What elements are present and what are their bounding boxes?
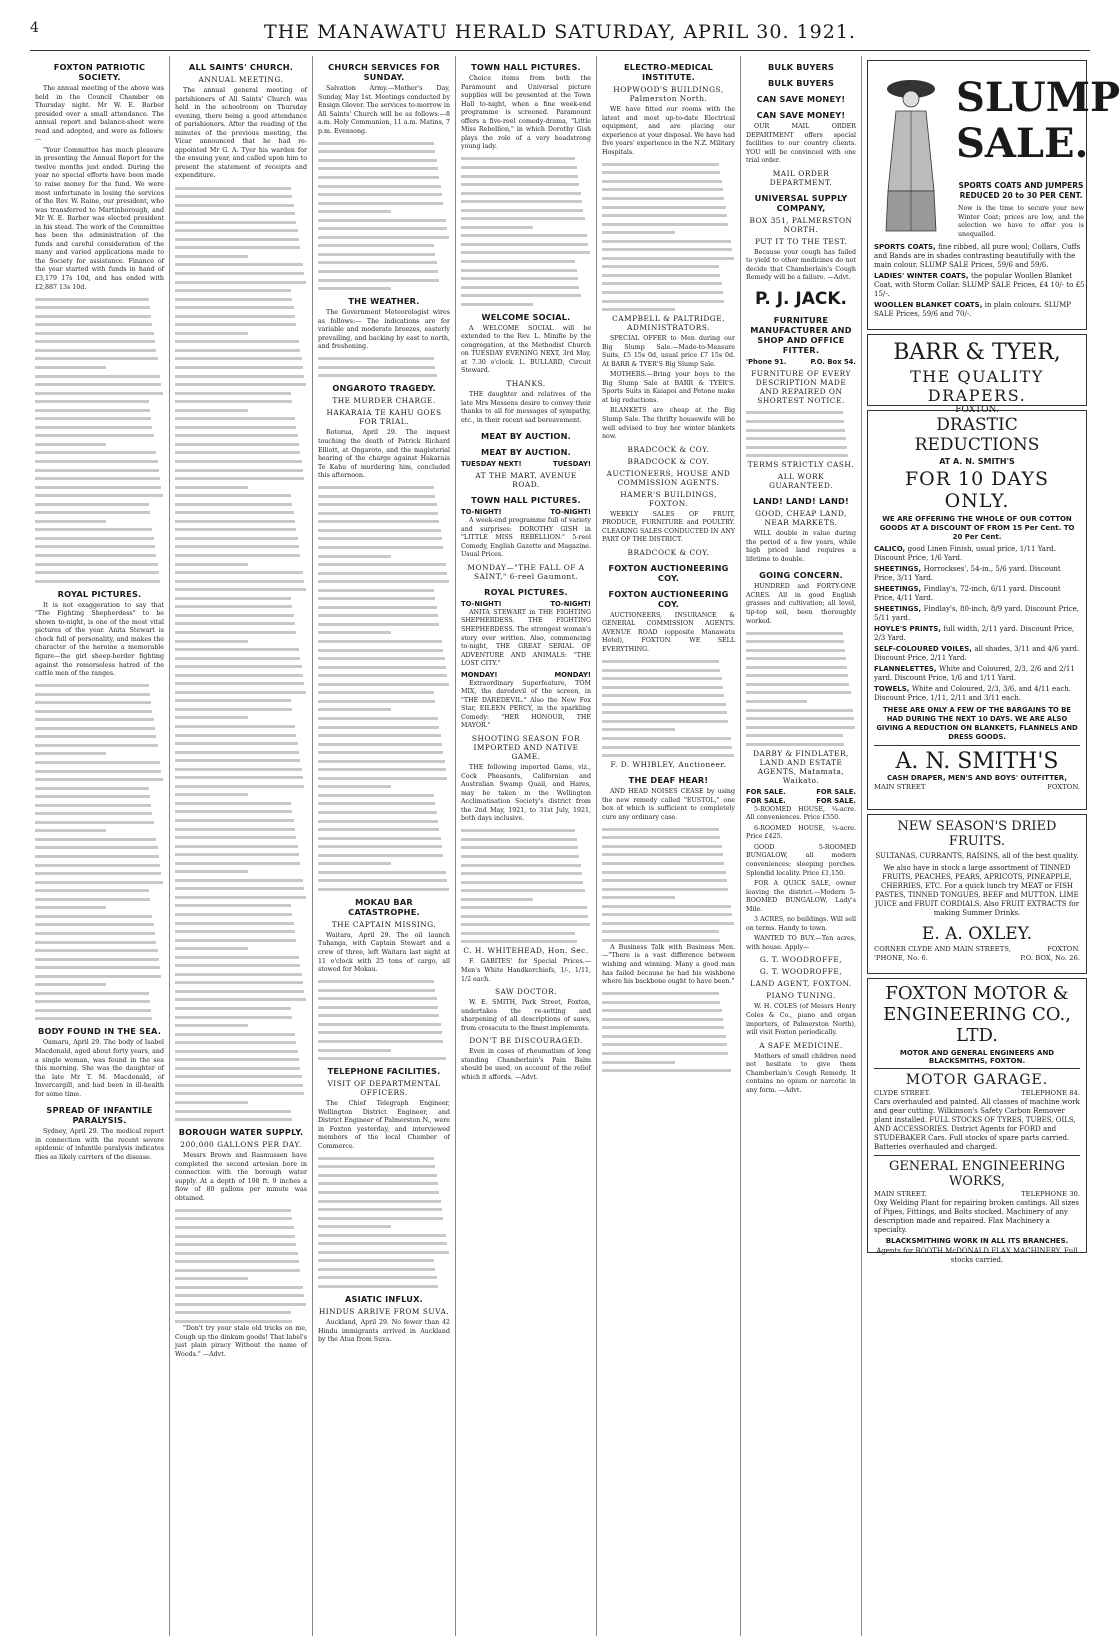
body-text-lines [602,824,735,942]
body-text-lines [602,657,735,758]
article-paragraph: Waitara, April 29. The oil launch Tuhanga, with Captain Stewart and a crew of three, left Waitara last night at 11 o'clock with 25 tons of cargo, all stowed for Mokau. [318,931,450,974]
newspaper-title: THE MANAWATU HERALD SATURDAY, APRIL 30. 1921. [264,21,856,43]
article-paragraph: "Your Committee has much pleasure in presenting the Annual Report for the twelve months just ended. During the year no special efforts have been made to raise money for the fund. We were most unfortunate in losing the services of the Rev. W. Raine, our president, who was transferred to Martinborough, and Mr W. E. Barber was elected president in his stead. The work of the Committee has been the administration of the funds and careful consideration of the many and varied applications made to the Society for assistance. Finance of the year started with funds in hand of £3,179 17s 10d, and has ended with £2,887 13s 10d. [35,146,164,291]
subheading: HAKARAIA TE KAHU GOES FOR TRIAL. [326,408,442,427]
oxley-address: CORNER CLYDE AND MAIN STREETS, [874,945,1011,953]
subheading: SAW DOCTOR. [494,987,558,997]
subheading: AUCTIONEERS, HOUSE AND COMMISSION AGENTS. [606,468,731,487]
smith-intro: WE ARE OFFERING THE WHOLE OF OUR COTTON GOODS AT A DISCOUNT OF FROM 15 Per Cent. TO 20 Per Cent. [879,515,1075,541]
subheading: G. T. WOODROFFE, [759,955,843,965]
body-text-lines [602,989,735,1072]
article-heading: TOWN HALL PICTURES. [471,62,581,72]
works-phone: TELEPHONE 30. [1021,1190,1080,1198]
oxley-town: FOXTON. [1047,945,1080,953]
subheading: C. H. WHITEHEAD, Hon. Sec. [463,946,589,956]
smith-item-list [874,545,1080,703]
garage-address: CLYDE STREET. [874,1089,931,1097]
body-text-lines [175,183,307,1121]
article-heading: CAN SAVE MONEY! [756,110,846,120]
body-text-lines [746,408,856,457]
body-text-lines [461,826,591,944]
article-heading: MEAT BY AUCTION. [481,431,571,442]
oxley-po-box: P.O. BOX, No. 26. [1020,954,1080,962]
article-heading: FOXTON AUCTIONEERING COY. [608,562,729,583]
subheading: SHOOTING SEASON FOR IMPORTED AND NATIVE GAME. [471,734,581,762]
body-text-lines [746,628,856,746]
article-paragraph: The annual meeting of the above was held in the Council Chamber on Thursday night. Mr W. E. Barber presided over a small attendance. The annual report and balance-sheet were read and adopted, and were as follows:— [35,85,164,144]
article-paragraph: Even in cases of rheumatism of long standing Chamberlain's Pain Balm should be used, on account of the relief which it affords. —Advt. [461,1048,591,1081]
blacksmith-note: BLACKSMITHING WORK IN ALL ITS BRANCHES. [885,1237,1069,1245]
article-heading: FOXTON AUCTIONEERING COY. [608,588,729,609]
article-paragraph: Because your cough has failed to yield to other medicines do not decide that Chamberlain's Cough Remedy will be a failure. —Advt. [746,248,856,282]
fashion-illustration-icon [876,71,946,241]
article-paragraph: Extraordinary Superfeature, TOM MIX, the daredevil of the screen, in "THE DAREDEVIL." Also the New Fox Star, EILEEN PERCY, in the sparkling Comedy: "HER HONOUR, THE MAYOR." [461,679,591,730]
barr-tyer-name: BARR & TYER, [893,340,1061,365]
article-heading: THE DEAF HEAR! [628,775,709,786]
column-6 [741,56,862,1636]
body-text-lines [318,138,450,290]
ad-line-item: FLANNELETTES, White and Coloured, 2/3, 2/6 and 2/11 yard. Discount Price, 1/6 and 1/11 Yard. [874,665,1075,682]
subheading: A SAFE MEDICINE. [759,1040,843,1050]
body-text-lines [461,154,591,306]
two-part-line: TUESDAY NEXT! TUESDAY! [461,460,591,469]
fruits-body: We also have in stock a large assortment of TINNED FRUITS, PEACHES, PEARS, APRICOTS, PINEAPPLE, CHERRIES, ETC. For a quick lunch try MEAT or FISH PASTES, TINNED TONGUES, BEEF and MUTTON. LIME JUICE and FRUIT CORDIALS. Also FRUIT EXTRACTS for making Summer Drinks. [875,864,1079,917]
article-heading: ALL SAINTS' CHURCH. [188,62,294,72]
subheading: THE CAPTAIN MISSING. [331,919,437,929]
ad-line-item: SPORTS COATS, fine ribbed, all pure wool; Collars, Cuffs and Bands are in shades contrasting beautifully with the main colour. SLUMP SALE Prices, 59/6 and 59/6. [874,243,1081,269]
subheading: MAIL ORDER DEPARTMENT. [769,168,833,187]
subheading: F. D. WHIBLEY, Auctioneer. [610,760,727,770]
ad-line-item: SHEETINGS, Findlay's, 80-inch, 8/9 yard. Discount Price, 5/11 yard. [874,605,1080,622]
article-heading: THE WEATHER. [348,296,420,307]
smith-subheadline: AT A. N. SMITH'S [939,457,1015,466]
motor-company-sub: MOTOR AND GENERAL ENGINEERS AND BLACKSMITHS, FOXTON. [899,1049,1055,1065]
article-paragraph: F. GABITES' for Special Prices.—Men's White Handkerchiefs, 1/-, 1/11, 1/2 each. [461,958,591,983]
foxton-motor-ad [867,978,1087,1264]
article-paragraph: HUNDRED and FORTY-ONE ACRES. All in good English grasses and cultivation; all level, tip-top soil, been thoroughly worked. [746,583,856,625]
article-heading: FURNITURE MANUFACTURER AND SHOP AND OFFICE FITTER. [750,314,852,355]
ad-line-item: WOOLLEN BLANKET COATS, in plain colours. SLUMP SALE Prices, 59/6 and 70/-. [874,301,1071,318]
subheading: CAMPBELL & PALTRIDGE, ADMINISTRATORS. [612,314,725,333]
barr-tyer-tagline: THE QUALITY DRAPERS. [910,367,1044,405]
oxley-phone: 'PHONE, No. 6. [874,954,928,962]
article-heading: ELECTRO-MEDICAL INSTITUTE. [624,62,713,82]
smith-reductions-ad [867,410,1087,810]
article-paragraph: 3 ACRES, no buildings. Will sell on terms. Handy to town. [746,916,856,932]
article-paragraph: It is not exaggeration to say that "The Fighting Shepherdess" to be shown to-night, is one of the most vital pictures of the year. Anita Stewart is chock full of personality, and makes the character of the heroine a memorable figure—the girl sheep-herder fighting against the remorseless hatred of the cattle men of the ranges. [35,601,164,678]
slump-sale-intro: Now is the time to secure your new Winter Coat; prices are low, and the selection we have to offer you is unequalled. [958,205,1084,238]
article-paragraph: "Don't try your stale old tricks on me, Cough up the dinkum goods! That label's just plain piracy Without the name of Woods." —Advt. [175,1325,307,1358]
subheading: HOPWOOD'S BUILDINGS, Palmerston North. [613,85,724,103]
page-marker: 4 [30,20,39,36]
masthead [30,14,1090,51]
ad-line-item: TOWELS, White and Coloured, 2/3, 3/6, and 4/11 each. Discount Price, 1/11, 2/11 and 3/11 each. [874,685,1072,702]
article-paragraph: A Business Talk with Business Men.—"There is a vast difference between wishing and winning. Many a good man has failed because he had his wishbone where his backbone ought to have been." [602,943,735,986]
subheading: PIANO TUNING. [766,991,836,1001]
subheading: THANKS. [506,379,546,388]
garage-body: Cars overhauled and painted. All classes of machine work and gear cutting. Wilkinson's Safety Carbon Remover plant installed. FULL STOCKS OF TYRES, TUBES, OILS, AND ACCESSORIES. District Agents for FORD and STUDEBAKER Cars. Full stocks of spare parts carried. Batteries overhauled and charged. [874,1098,1080,1151]
smith-address-town: FOXTON. [1047,783,1080,791]
works-address: MAIN STREET. [874,1190,927,1198]
body-text-lines [318,1153,450,1288]
article-heading: CAN SAVE MONEY! [756,94,846,104]
subheading: LAND AGENT, FOXTON. [750,979,852,989]
article-paragraph: W. E. SMITH, Park Street, Foxton, undertakes the re-setting and sharpening of all descriptions of saws, from crosscuts to the finest implements. [461,999,591,1032]
article-paragraph: THE following imported Game, viz., Cock Pheasants, Californian and Australian Swamp Quail, and Hares, may be taken in the Wellington Acclimatisation Society's district from the 2nd May, 1921, to 31st July, 1921, both days inclusive. [461,764,591,823]
body-text-lines [318,977,450,1060]
article-paragraph: W. H. COLES (of Messrs Henry Coles & Co., piano and organ importers, of Palmerston North), will visit Foxton periodically. [746,1003,856,1037]
smith-tagline: CASH DRAPER, MEN'S AND BOYS' OUTFITTER, [887,774,1067,782]
article-paragraph: AND HEAD NOISES CEASE by using the new remedy called "EUSTOL," one box of which is sufficient to completely cure any ordinary case. [602,788,735,821]
motor-footer: Agents for BOOTH McDONALD FLAX MACHINERY. Full stocks carried. [876,1247,1078,1264]
slump-item-list [874,241,1086,321]
article-heading: ASIATIC INFLUX. [345,1294,423,1305]
subheading: TERMS STRICTLY CASH. [747,460,855,470]
body-text-lines [602,159,735,311]
smith-headline: DRASTIC REDUCTIONS [914,415,1040,455]
article-paragraph: The Government Meteorologist wires as follows:— The indications are for variable and moderate breezes, easterly prevailing, and backing by east to north, and freshening. [318,309,450,351]
article-paragraph: A WELCOME SOCIAL will be extended to the Rev. L. Minifie by the congregation, at the Methodist Church on TUESDAY EVENING NEXT, 3rd May, at 7.30 o'clock. L. BULLARD, Circuit Steward. [461,324,591,375]
subheading: THE MURDER CHARGE. [332,396,436,406]
article-heading: GOING CONCERN. [759,570,843,581]
subheading: BRADCOCK & COY. [627,444,710,454]
subheading: HAMER'S BUILDINGS, FOXTON. [620,489,717,508]
column-4 [456,56,597,1636]
article-paragraph: Rotorua, April 29. The inquest touching the death of Patrick Richard Elliott, at Ongaroto, and the magisterial hearing of the charge against Hakaraia Te Kahu of murdering him, concluded this afternoon. [318,429,450,480]
article-paragraph: The annual general meeting of parishioners of All Saints' Church was held in the schoolroom on Thursday evening, there being a good attendance of parishioners. After the reading of the minutes of the previous meeting, the Vicar announced that he had re-appointed Mr G. A. Tyer his warden for the ensuing year, and called upon him to present the statement of receipts and expenditure. [175,87,307,180]
two-part-line: TO-NIGHT! TO-NIGHT! [461,508,591,517]
article-paragraph: ANITA STEWART in THE FIGHTING SHEPHERDESS. THE FIGHTING SHEPHERDESS. The strongest woman's story ever written. Also, commencing to-night, THE GREAT SERIAL OF ADVENTURE AND ANIMALS: "THE LOST CITY." [461,608,591,668]
subheading: VISIT OF DEPARTMENTAL OFFICERS. [327,1079,441,1098]
motor-garage-heading: MOTOR GARAGE. [905,1072,1049,1088]
subheading: DON'T BE DISCOURAGED. [469,1036,583,1046]
engineering-heading: GENERAL ENGINEERING WORKS, [888,1159,1066,1189]
motor-company-name: FOXTON MOTOR & ENGINEERING CO., LTD. [883,983,1071,1046]
advertiser-name: P. J. JACK. [754,288,847,309]
slump-sale-subtitle: SPORTS COATS AND JUMPERS REDUCED 20 to 30 PER CENT. [958,181,1084,200]
news-columns [30,56,1120,1636]
column-3 [313,56,456,1636]
article-paragraph: WE have fitted our rooms with the latest and most up-to-date Electrical equipment, and are placing our experience at your disposal. We have had five years' experience in the N.Z. Military Hospitals. [602,106,735,156]
article-heading: MEAT BY AUCTION. [481,447,571,458]
subheading: 200,000 GALLONS PER DAY. [180,1140,302,1150]
subheading: FURNITURE OF EVERY DESCRIPTION MADE AND REPAIRED ON SHORTEST NOTICE. [751,368,851,405]
article-paragraph: 6-ROOMED HOUSE, ¼-acre. Price £425. [746,824,856,841]
body-text-lines [175,1205,307,1323]
article-paragraph: AUCTIONEERS, INSURANCE & GENERAL COMMISSION AGENTS. AVENUE ROAD (opposite Manawatu Hotel), FOXTON. WE SELL EVERYTHING. [602,611,735,654]
smith-note: THESE ARE ONLY A FEW OF THE BARGAINS TO BE HAD DURING THE NEXT 10 DAYS. WE ARE ALSO GIVING A REDUCTION ON BLANKETS, FLANNELS AND DRESS GOODS. [876,706,1078,741]
fruits-line: SULTANAS, CURRANTS, RAISINS, all of the best quality. [875,852,1079,860]
article-paragraph: Salvation Army.—Mother's Day, Sunday, May 1st. Meetings conducted by Ensign Glover. The services to-morrow in All Saints' Church will be as follows:—8 a.m. Holy Communion, 11 a.m. Matins, 7 p.m. Evensong. [318,85,450,135]
two-part-line: 'Phone 91. P.O. Box 54. [746,357,856,366]
body-text-lines [318,354,450,378]
subheading: PUT IT TO THE TEST. [754,236,848,246]
works-body: Oxy Welding Plant for repairing broken castings. All sizes of Pipes, Fittings, and Bolts stocked. Machinery of any description made and repaired. Flax Machinery a specialty. [874,1199,1079,1234]
article-heading: MOKAU BAR CATASTROPHE. [348,896,420,917]
column-2 [170,56,313,1636]
body-text-lines [318,483,450,891]
ad-line-item: LADIES' WINTER COATS, the popular Woollen Blanket Coat, with Storm Collar. SLUMP SALE Prices, £4 10/- to £5 15/-. [874,272,1085,298]
ad-line-item: CALICO, good Linen Finish, usual price, 1/11 Yard. Discount Price, 1/6 Yard. [874,545,1057,562]
slump-sale-ad [867,60,1120,330]
article-heading: BULK BUYERS [767,62,835,72]
garage-phone: TELEPHONE 84. [1021,1089,1080,1097]
article-paragraph: MOTHERS.—Bring your boys to the Big Slump Sale at BARR & TYER'S. Sports Suits in Kaiapoi and Petone make at big reductions. [602,371,735,404]
subheading: DARBY & FINDLATER, LAND AND ESTATE AGENTS, Matamata, Waikato. [753,748,849,785]
article-heading: ROYAL PICTURES. [57,588,142,599]
article-heading: CHURCH SERVICES FOR SUNDAY. [328,62,440,82]
article-paragraph: WILL double in value during the period of a few years, while high priced land requires a lifetime to double. [746,530,856,563]
subheading: GOOD, CHEAP LAND, NEAR MARKETS. [755,509,847,528]
article-paragraph: Mothers of small children need not hesitate to give them Chamberlain's Cough Remedy. It contains no opium or narcotic in any form. —Advt. [746,1052,856,1094]
body-text-lines [35,681,164,1021]
column-5 [597,56,741,1636]
article-paragraph: THE daughter and relatives of the late Mrs Messens desire to convey their thanks to all for messages of sympathy, etc., in their recent sad bereavement. [461,391,591,424]
article-paragraph: BLANKETS are cheap at the Big Slump Sale. The thrifty housewife will be well advised to buy her winter blankets now. [602,407,735,441]
smith-duration: FOR 10 DAYS ONLY. [904,468,1050,512]
article-heading: BODY FOUND IN THE SEA. [38,1026,161,1037]
article-paragraph: WANTED TO BUY.—Ten acres, with house. Apply— [746,935,856,951]
subheading: ANNUAL MEETING. [198,75,284,84]
smith-address-street: MAIN STREET [874,783,926,791]
body-text-lines [35,294,164,583]
article-paragraph: Messrs Brown and Rasmussen have completed the second artesian bore in connection with the borough water supply. At a depth of 198 ft. 9 inches a flow of 80 gallons per minute was obtained. [175,1152,307,1202]
subheading: AT THE MART, AVENUE ROAD. [475,471,577,490]
slump-sale-title: SLUMP SALE. [956,74,1120,167]
article-paragraph: A week-end programme full of variety and surprises: DOROTHY GISH in "LITTLE MISS REBELLION." 5-reel Comedy, English Gazette and Magazine. Usual Prices. [461,517,591,559]
dried-fruits-ad [867,814,1087,974]
article-paragraph: 5-ROOMED HOUSE, ¼-acre. All conveniences. Price £550. [746,805,856,822]
subheading: MONDAY—"THE FALL OF A SAINT," 6-reel Gaumont. [467,562,585,581]
article-paragraph: The Chief Telegraph Engineer, Wellington District Engineer, and District Engineer of Palmerston N., were in Foxton yesterday, and interviewed members of the local Chamber of Commerce. [318,1100,450,1150]
fruits-headline: NEW SEASON'S DRIED FRUITS. [897,819,1057,849]
column-7-advertisements [862,56,1120,1636]
barr-tyer-place: FOXTON. [955,405,999,415]
article-heading: TELEPHONE FACILITIES. [327,1066,441,1077]
subheading: BRADCOCK & COY. [627,456,710,466]
article-paragraph: GOOD 5-ROOMED BUNGALOW, all modern conveniences; sleeping porches. Splendid locality. Price £1,150. [746,843,856,877]
ad-line-item: SELF-COLOURED VOILES, all shades, 3/11 and 4/6 yard. Discount Price, 2/11 Yard. [874,645,1080,662]
article-heading: ONGAROTO TRAGEDY. [332,383,436,394]
subheading: G. T. WOODROFFE, [759,967,843,977]
ad-line-item: HOYLE'S PRINTS, full width, 2/11 yard. Discount Price, 2/3 Yard. [874,625,1075,642]
article-paragraph: Choice items from both the Paramount and Universal picture supplies will be presented at the Town Hall to-night, when a fine week-end programme is screened. Paramount offers a five-reel comedy-drama, "Little Miss Rebellion," in which Dorothy Gish plays the role of a very headstrong young lady. [461,75,591,151]
two-part-line: FOR SALE. FOR SALE. [746,796,856,805]
subheading: BOX 351, PALMERSTON NORTH. [749,215,853,234]
ad-line-item: SHEETINGS, Horrockses', 54-in., 5/6 yard. Discount Price, 3/11 Yard. [874,565,1061,582]
subheading: BRADCOCK & COY. [627,547,710,557]
article-heading: UNIVERSAL SUPPLY COMPANY, [754,192,848,213]
article-heading: BULK BUYERS [767,78,835,88]
ad-line-item: SHEETINGS, Findlay's, 72-inch, 6/11 yard. Discount Price, 4/11 Yard. [874,585,1061,602]
article-heading: ROYAL PICTURES. [484,586,568,597]
two-part-line: FOR SALE. FOR SALE. [746,787,856,796]
two-part-line: TO-NIGHT! TO-NIGHT! [461,599,591,608]
article-paragraph: Auckland, April 29. No fewer than 42 Hindu immigrants arrived in Auckland by the Atua from Suva. [318,1319,450,1344]
article-heading: TOWN HALL PICTURES. [471,495,581,506]
article-paragraph: Oamaru, April 29. The body of Isabel Macdonald, aged about forty years, and a single woman, was found in the sea this morning. She was the daughter of the late Mr T. M. Macdonald, of Invercargill, and had been in ill-health for some time. [35,1039,164,1098]
article-heading: WELCOME SOCIAL. [481,311,571,322]
column-1 [30,56,170,1636]
two-part-line: MONDAY! MONDAY! [461,670,591,679]
subheading: ALL WORK GUARANTEED. [769,472,833,491]
smith-name: A. N. SMITH'S [895,749,1059,774]
article-paragraph: WEEKLY SALES OF FRUIT, PRODUCE, FURNITURE and POULTRY. CLEARING SALES CONDUCTED IN ANY PART OF THE DISTRICT. [602,510,735,544]
article-heading: BOROUGH WATER SUPPLY. [178,1127,304,1138]
subheading: HINDUS ARRIVE FROM SUVA. [318,1307,450,1317]
article-heading: LAND! LAND! LAND! [753,496,849,507]
article-heading: FOXTON PATRIOTIC SOCIETY. [53,62,146,82]
article-paragraph: FOR A QUICK SALE, owner leaving the district.—Modern 5-ROOMED BUNGALOW, Lady's Mile. [746,880,856,913]
article-paragraph: SPECIAL OFFER to Men during our Big Slump Sale.—Made-to-Measure Suits, £5 15s 0d, usual price £7 15s 0d. At BARR & TYER'S Big Slump Sale. [602,335,735,368]
article-paragraph: OUR MAIL ORDER DEPARTMENT offers special facilities to our country clients. YOU will be convinced with one trial order. [746,123,856,165]
article-heading: SPREAD OF INFANTILE PARALYSIS. [46,1105,153,1126]
barr-tyer-ad [867,334,1087,415]
oxley-name: E. A. OXLEY. [921,924,1033,944]
article-paragraph: Sydney, April 29. The medical report in connection with the recent severe epidemic of infantile paralysis indicates flies as likely carriers of the disease. [35,1128,164,1161]
